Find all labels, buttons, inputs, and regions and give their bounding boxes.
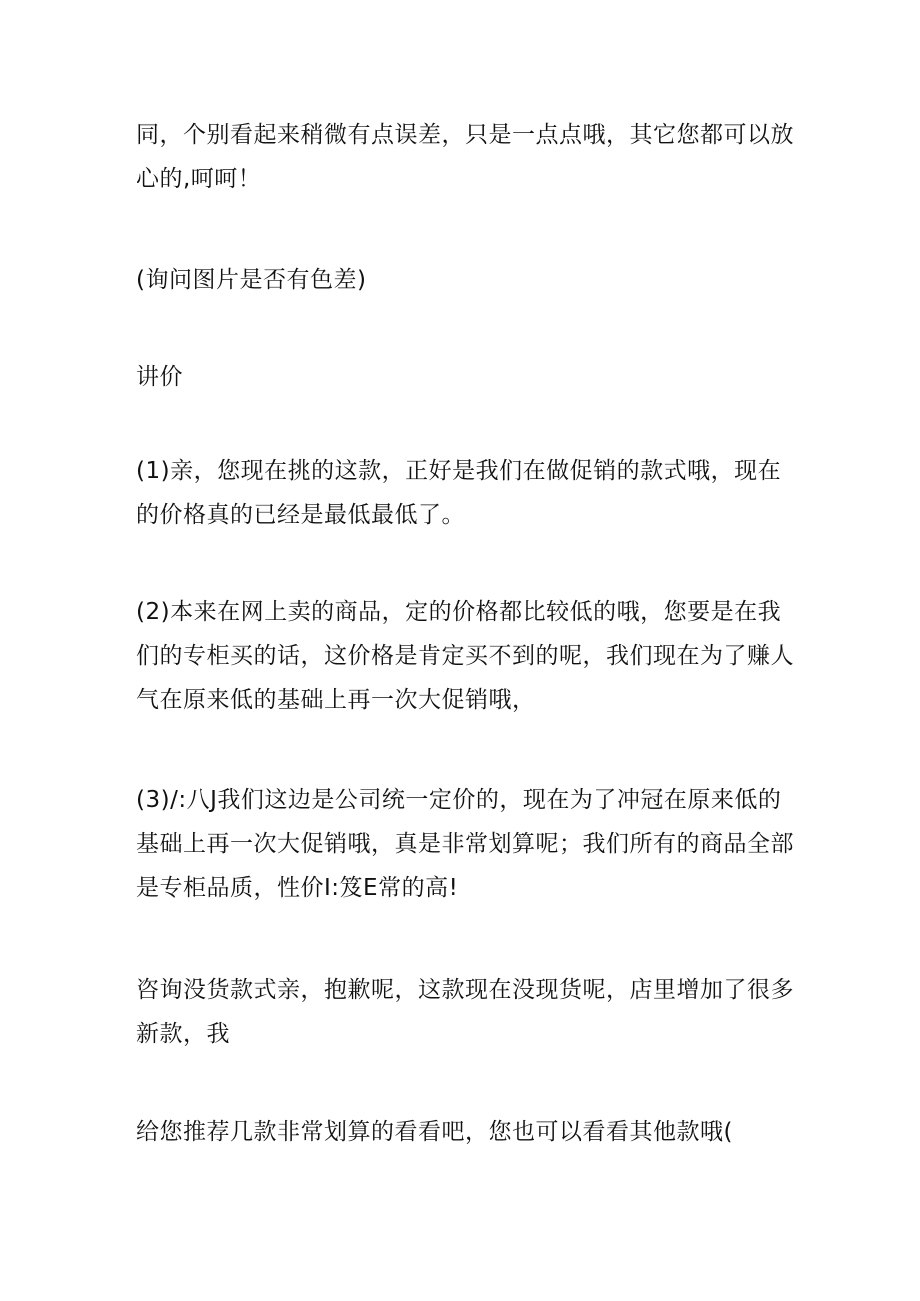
text-line: 基础上再一次大促销哦，真是非常划算呢；我们所有的商品全部 [136, 831, 794, 857]
text-line: (询问图片是否有色差) [136, 267, 367, 293]
paragraph-out-of-stock-reply [136, 968, 796, 1056]
paragraph-color-diff-note [136, 258, 796, 302]
paragraph-bargain-reply-3 [136, 778, 796, 910]
text-line: 的价格真的已经是最低最低了。 [136, 502, 465, 528]
paragraph-color-diff-answer [136, 113, 796, 201]
text-line: 给您推荐几款非常划算的看看吧，您也可以看看其他款哦( [136, 1119, 733, 1145]
section-heading-bargain [136, 355, 796, 399]
text-line: 气在原来低的基础上再一次大促销哦， [136, 687, 536, 713]
text-line: (3)/:八J我们这边是公司统一定价的，现在为了冲冠在原来低的 [136, 787, 782, 813]
text-line: 新款，我 [136, 1021, 230, 1047]
text-line: (1)亲，您现在挑的这款，正好是我们在做促销的款式哦，现在 [136, 458, 782, 484]
text-line: 是专柜品质，性价I:笈E常的高! [136, 875, 459, 901]
text-line: (2)本来在网上卖的商品，定的价格都比较低的哦，您要是在我 [136, 599, 782, 625]
paragraph-recommend-reply [136, 1110, 796, 1154]
text-line: 心的,呵呵！ [136, 166, 262, 192]
paragraph-bargain-reply-2 [136, 590, 796, 722]
paragraph-bargain-reply-1 [136, 449, 796, 537]
text-line: 讲价 [136, 364, 183, 390]
text-line: 们的专柜买的话，这价格是肯定买不到的呢，我们现在为了赚人 [136, 643, 794, 669]
text-line: 同，个别看起来稍微有点误差，只是一点点哦，其它您都可以放 [136, 122, 794, 148]
text-line: 咨询没货款式亲，抱歉呢，这款现在没现货呢，店里增加了很多 [136, 977, 794, 1003]
